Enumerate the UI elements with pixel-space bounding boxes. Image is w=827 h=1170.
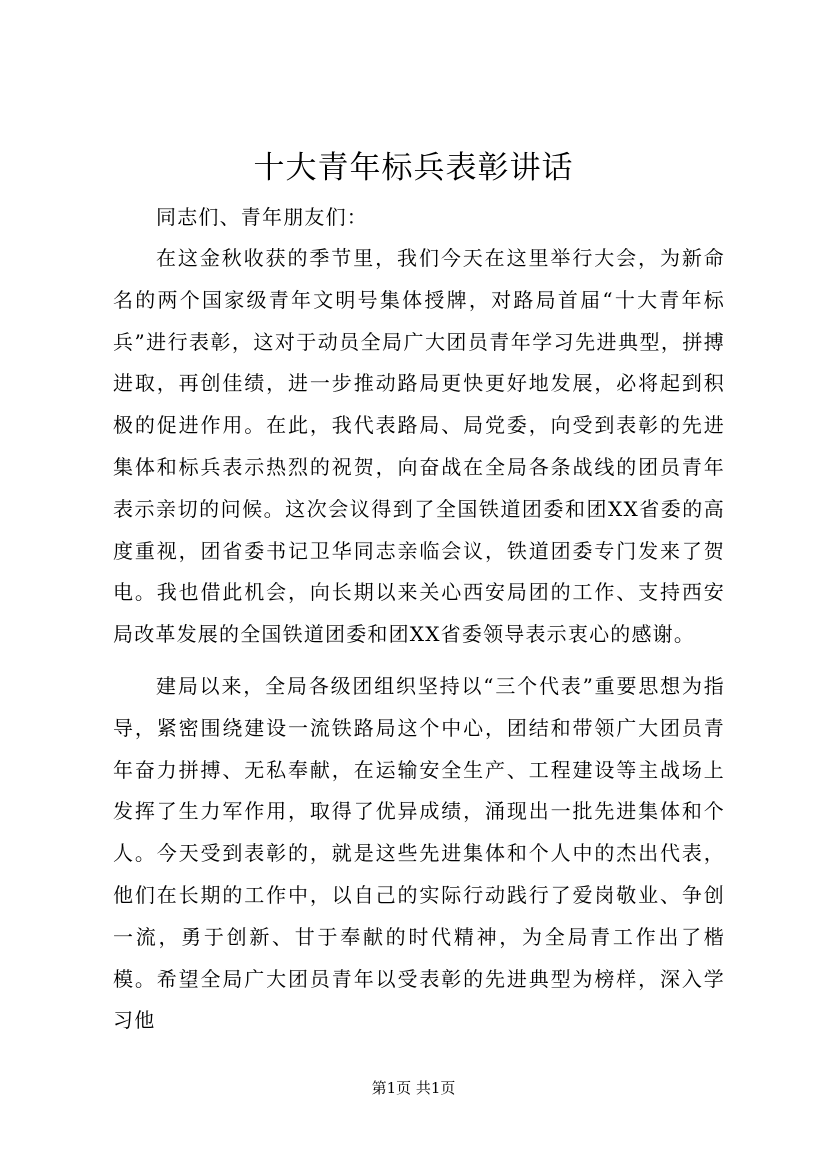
salutation: 同志们、青年朋友们：	[156, 205, 368, 229]
page-footer: 第1页 共1页	[371, 1079, 456, 1097]
document-body	[113, 196, 725, 1042]
document-title: 十大青年标兵表彰讲话	[253, 150, 574, 186]
paragraph-2: 建局以来，全局各级团组织坚持以“三个代表”重要思想为指导，紧密围绕建设一流铁路局这个中心，团结和带领广大团员青年奋力拼搏、无私奉献，在运输安全生产、工程建设等主战场上发挥了生力军作用，取得了优异成绩，涌现出一批先进集体和个人。今天受到表彰的，就是这些先进集体和个人中的杰出代表，他们在长期的工作中，以自己的实际行动践行了爱岗敬业、争创一流，勇于创新、甘于奉献的时代精神，为全局青工作出了楷模。希望全局广大团员青年以受表彰的先进典型为榜样，深入学习他	[113, 673, 725, 1033]
paragraph-1: 在这金秋收获的季节里，我们今天在这里举行大会，为新命名的两个国家级青年文明号集体授牌，对路局首届“十大青年标兵”进行表彰，这对于动员全局广大团员青年学习先进典型，拼搏进取，再创佳绩，进一步推动路局更快更好地发展，必将起到积极的促进作用。在此，我代表路局、局党委，向受到表彰的先进集体和标兵表示热烈的祝贺，向奋战在全局各条战线的团员青年表示亲切的问候。这次会议得到了全国铁道团委和团XX省委的高度重视，团省委书记卫华同志亲临会议，铁道团委专门发来了贺电。我也借此机会，向长期以来关心西安局团的工作、支持西安局改革发展的全国铁道团委和团XX省委领导表示衷心的感谢。	[113, 246, 725, 647]
